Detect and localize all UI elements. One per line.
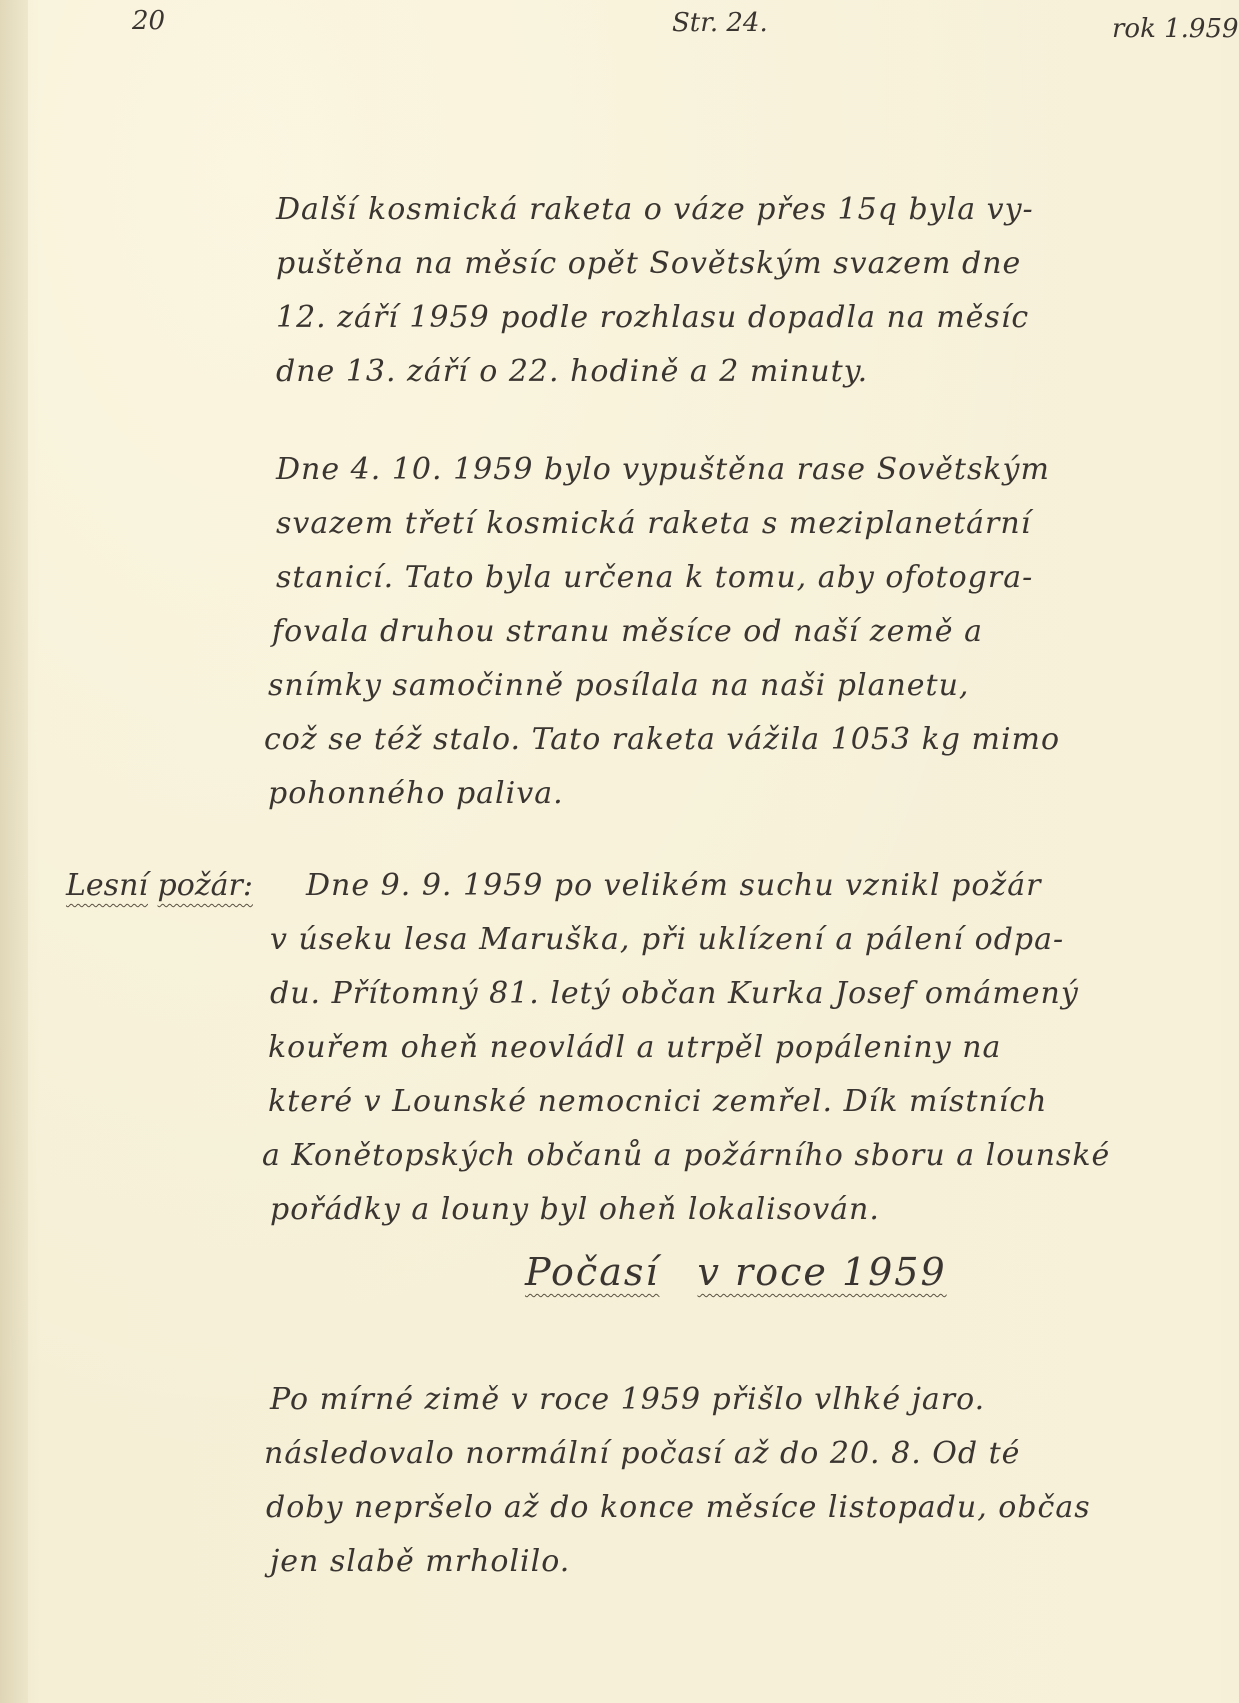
- page-edge-shadow: [0, 0, 28, 1703]
- weather-section-line: doby nepršelo až do konce měsíce listopadu, občas: [266, 1490, 1091, 1525]
- header-year: rok 1.959: [1112, 14, 1239, 44]
- paragraph2-line: což se též stalo. Tato raketa vážila 1053 kg mimo: [264, 722, 1061, 757]
- fire-section-label: [66, 868, 253, 903]
- weather-section-line: Po mírné zimě v roce 1959 přišlo vlhké jaro.: [270, 1382, 986, 1417]
- weather-title-word1: Počasí: [525, 1250, 660, 1294]
- paragraph2-line: snímky samočinně posílala na naši planetu,: [268, 668, 970, 703]
- paragraph2-line: svazem třetí kosmická raketa s meziplanetární: [276, 506, 1032, 541]
- fire-section-line: a Konětopských občanů a požárního sboru a lounské: [262, 1138, 1111, 1173]
- weather-title-word2: v roce 1959: [697, 1250, 947, 1294]
- fire-section-line: které v Lounské nemocnici zemřel. Dík místních: [268, 1084, 1048, 1119]
- fire-section-line: v úseku lesa Maruška, při uklízení a pálení odpa-: [270, 922, 1065, 957]
- paragraph1-line: puštěna na měsíc opět Sovětským svazem dne: [276, 246, 1022, 281]
- fire-section-line: kouřem oheň neovládl a utrpěl popáleniny na: [268, 1030, 1002, 1065]
- header-left-number: 20: [132, 6, 166, 36]
- paragraph1-line: dne 13. září o 22. hodině a 2 minuty.: [276, 354, 869, 389]
- weather-section-title: [525, 1250, 947, 1294]
- paragraph2-line: fovala druhou stranu měsíce od naší země a: [272, 614, 983, 649]
- paragraph2-line: stanicí. Tato byla určena k tomu, aby ofotogra-: [276, 560, 1034, 595]
- weather-section-line: jen slabě mrholilo.: [270, 1544, 571, 1579]
- fire-section-line: du. Přítomný 81. letý občan Kurka Josef omámený: [270, 976, 1079, 1011]
- paragraph1-line: 12. září 1959 podle rozhlasu dopadla na měsíc: [276, 300, 1030, 335]
- fire-section-line: Dne 9. 9. 1959 po velikém suchu vznikl požár: [306, 868, 1042, 903]
- paragraph2-line: pohonného paliva.: [268, 776, 564, 811]
- weather-section-line: následovalo normální počasí až do 20. 8. Od té: [264, 1436, 1021, 1471]
- fire-label-word1: Lesní: [66, 868, 148, 903]
- fire-section-line: pořádky a louny byl oheň lokalisován.: [270, 1192, 880, 1227]
- paragraph1-line: Další kosmická raketa o váze přes 15q byla vy-: [276, 192, 1034, 227]
- header-page-number: Str. 24.: [672, 8, 768, 38]
- paragraph2-line: Dne 4. 10. 1959 bylo vypuštěna rase Sovětským: [276, 452, 1050, 487]
- fire-label-word2: požár:: [157, 868, 253, 903]
